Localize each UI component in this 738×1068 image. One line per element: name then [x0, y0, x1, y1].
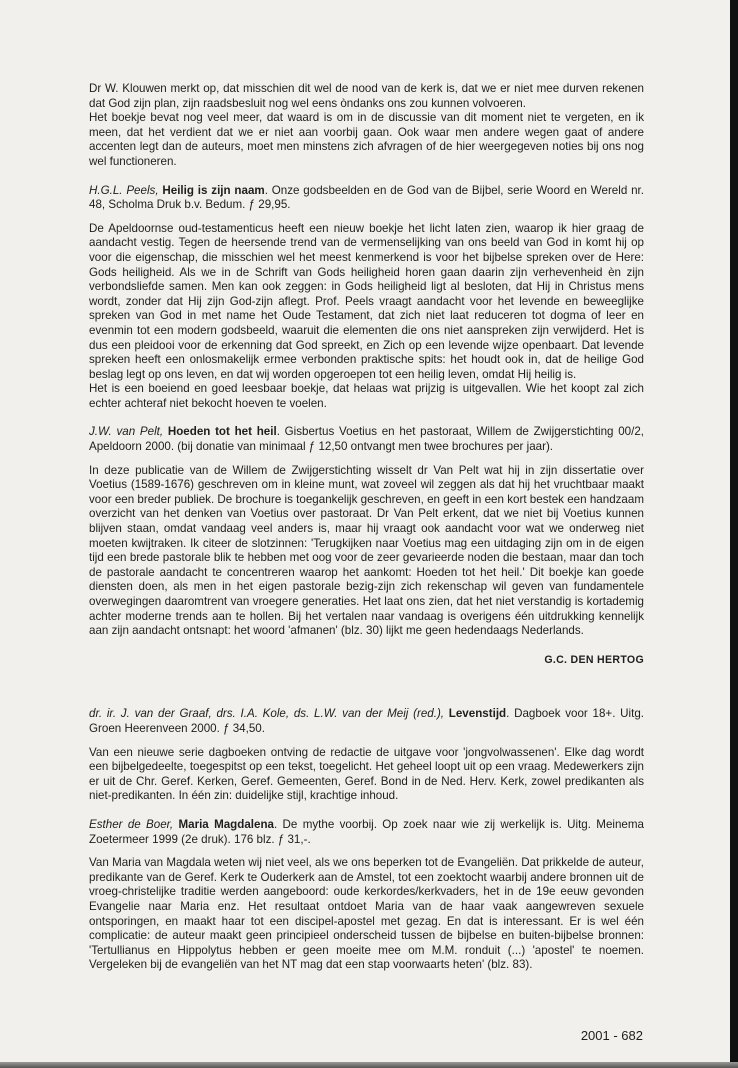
intro-paragraph-2: Het boekje bevat nog veel meer, dat waard is om in de discussie van dit moment niet te vergeten, en ik meen, dat het verdient dat we er niet aan voorbij gaan. Ook waar men andere wegen gaat of andere accenten legt dan de auteurs, moet men minstens zich afvragen of de hier weergegeven noties bij ons nog wel functioneren.: [89, 111, 644, 168]
scan-edge-right: [730, 0, 738, 1068]
review-3-details: . Dagboek voor 18+. Uitg. Groen Heerenveen 2000. ƒ 34,50.: [89, 707, 644, 735]
review-3-title: Levenstijd: [448, 707, 507, 721]
review-1-paragraph-1: De Apeldoornse oud-testamenticus heeft een nieuw boekje het licht laten zien, waarop ik hier graag de aandacht vestig. Tegen de heersende trend van de vermenselijking van ons beeld van God in komt hij op voor die eigenschap, die misschien wel het meest kenmerkend is voor het bijbelse spreken over de Here: Gods heiligheid. Als we in de Schrift van Gods heiligheid horen gaan daarin zijn verhevenheid èn zijn verbondsliefde samen. Men kan ook zeggen: in Gods heiligheid ligt al besloten, dat Hij in Christus mens wordt, zonder dat Hij zijn God-zijn aflegt. Prof. Peels vraagt aandacht voor het levende en beweeglijke spreken van God in met name het Oude Testament, dat zich niet laat reduceren tot dogma of leer en evenmin tot een modern godsbeeld, waaruit die elementen die ons niet aanspreken zijn verwijderd. Het is dus een pleidooi voor de erkenning dat God spreekt, en Zich op een levende wijze openbaart. Dat levende spreken heeft een onlosmakelijk ermee verbonden praktische spits: het houdt ook in, dat de heilige God beslag legt op ons leven, en dat wij worden opgeroepen tot een heilig leven, omdat Hij heilig is.: [89, 221, 644, 381]
review-1-paragraph-2: Het is een boeiend en goed leesbaar boekje, dat helaas wat prijzig is uitgevallen. Wie het koopt zal zich echter achteraf niet bekocht hoeven te voelen.: [89, 382, 644, 410]
review-4-details: . De mythe voorbij. Op zoek naar wie zij werkelijk is. Uitg. Meinema Zoetermeer 1999 (2e druk). 176 blz. ƒ 31,-.: [89, 817, 644, 846]
review-1-reference: [89, 184, 644, 213]
review-4-title: Maria Magdalena: [178, 817, 274, 831]
scan-edge-bottom: [0, 1062, 738, 1068]
review-2-details: . Gisbertus Voetius en het pastoraat, Willem de Zwijgerstichting 00/2, Apeldoorn 2000. (bij donatie van minimaal ƒ 12,50 ontvangt men twee brochures per jaar).: [89, 425, 644, 454]
review-4-author: Esther de Boer,: [89, 817, 174, 831]
review-3-reference: [89, 707, 644, 736]
review-4-reference: [89, 818, 644, 847]
review-1-title: Heilig is zijn naam: [162, 183, 265, 197]
intro-paragraph-1: Dr W. Klouwen merkt op, dat misschien dit wel de nood van de kerk is, dat we er niet mee durven rekenen dat God zijn plan, zijn raadsbesluit nog wel eens òndanks ons zou kunnen volvoeren.: [89, 82, 644, 110]
review-1-details: . Onze godsbeelden en de God van de Bijbel, serie Woord en Wereld nr. 48, Scholma Druk b.v. Bedum. ƒ 29,95.: [89, 183, 644, 212]
page-number: 2001 - 682: [580, 1028, 643, 1043]
review-3-author: dr. ir. J. van der Graaf, drs. I.A. Kole, ds. L.W. van der Meij (red.),: [89, 707, 445, 721]
review-4-paragraph-1: Van Maria van Magdala weten wij niet veel, als we ons beperken tot de Evangeliën. Dat prikkelde de auteur, predikante van de Geref. Kerk te Ouderkerk aan de Amstel, tot een zoektocht waarbij andere bronnen uit de vroeg-christelijke traditie werden aangeboord: oude kerkordes/kerkvaders, het in de 19e eeuw gevonden Evangelie naar Maria enz. Het resultaat ontdoet Maria van de haar vaak aangewreven sexuele ontsporingen, en maakt haar tot een discipel-apostel met gezag. En dat is interessant. Er is wel één complicatie: de auteur maakt geen principieel onderscheid tussen de bijbelse en buiten-bijbelse bronnen: 'Tertullianus en Hippolytus hebben er geen moeite mee om M.M. ronduit (...) 'apostel' te noemen. Vergeleken bij de evangeliën van het NT mag dat een stap voorwaarts heten' (blz. 83).: [89, 856, 644, 972]
review-2-title: Hoeden tot het heil: [167, 425, 277, 439]
review-2-paragraph-1: In deze publicatie van de Willem de Zwijgerstichting wisselt dr Van Pelt wat hij in zijn dissertatie over Voetius (1589-1676) geschreven om in kleine munt, wat zoveel wil zeggen als dat hij het vruchtbaar maakt voor een breder publiek. De brochure is toegankelijk geschreven, en geeft in een kort bestek een handzaam overzicht van het denken van Voetius over pastoraat. Dr Van Pelt erkent, dat we niet bij Voetius kunnen blijven staan, omdat vandaag veel anders is, maar hij vraagt ook aandacht voor wat we onderweg niet moeten kwijtraken. Ik citeer de slotzinnen: 'Terugkijken naar Voetius mag een uitdaging zijn om in de eigen tijd een brede pastorale blik te hebben met oog voor de zeer gevarieerde noden die bestaan, maar dan toch de pastorale aandacht te concentreren waarop het aankomt: Hoeden tot het heil.' Dit boekje kan goede diensten doen, als men in het eigen pastorale bezig-zijn zich rekenschap wil geven van fundamentele overwegingen daaromtrent van vroegere generaties. Het laat ons zien, dat het niet verstandig is kortademig achter moderne trends aan te hollen. Bij het vertalen naar vandaag is overigens één uitdrukking kennelijk aan zijn aandacht ontsnapt: het woord 'afmanen' (blz. 30) lijkt me geen hedendaags Nederlands.: [89, 463, 644, 638]
review-signature: G.C. DEN HERTOG: [544, 653, 644, 666]
review-1-author: H.G.L. Peels,: [89, 183, 159, 197]
review-2-reference: [89, 425, 644, 454]
review-2-author: J.W. van Pelt,: [89, 425, 164, 439]
review-3-paragraph-1: Van een nieuwe serie dagboeken ontving de redactie de uitgave voor 'jongvolwassenen'. Elke dag wordt een bijbelgedeelte, toegespitst op een tekst, toegelicht. Het geheel loopt uit op een vraag. Medewerkers zijn er uit de Chr. Geref. Kerken, Geref. Gemeenten, Geref. Bond in de Ned. Herv. Kerk, zowel predikanten als niet-predikanten. In één zin: duidelijke stijl, krachtige inhoud.: [89, 745, 644, 803]
page-body: [89, 82, 644, 973]
